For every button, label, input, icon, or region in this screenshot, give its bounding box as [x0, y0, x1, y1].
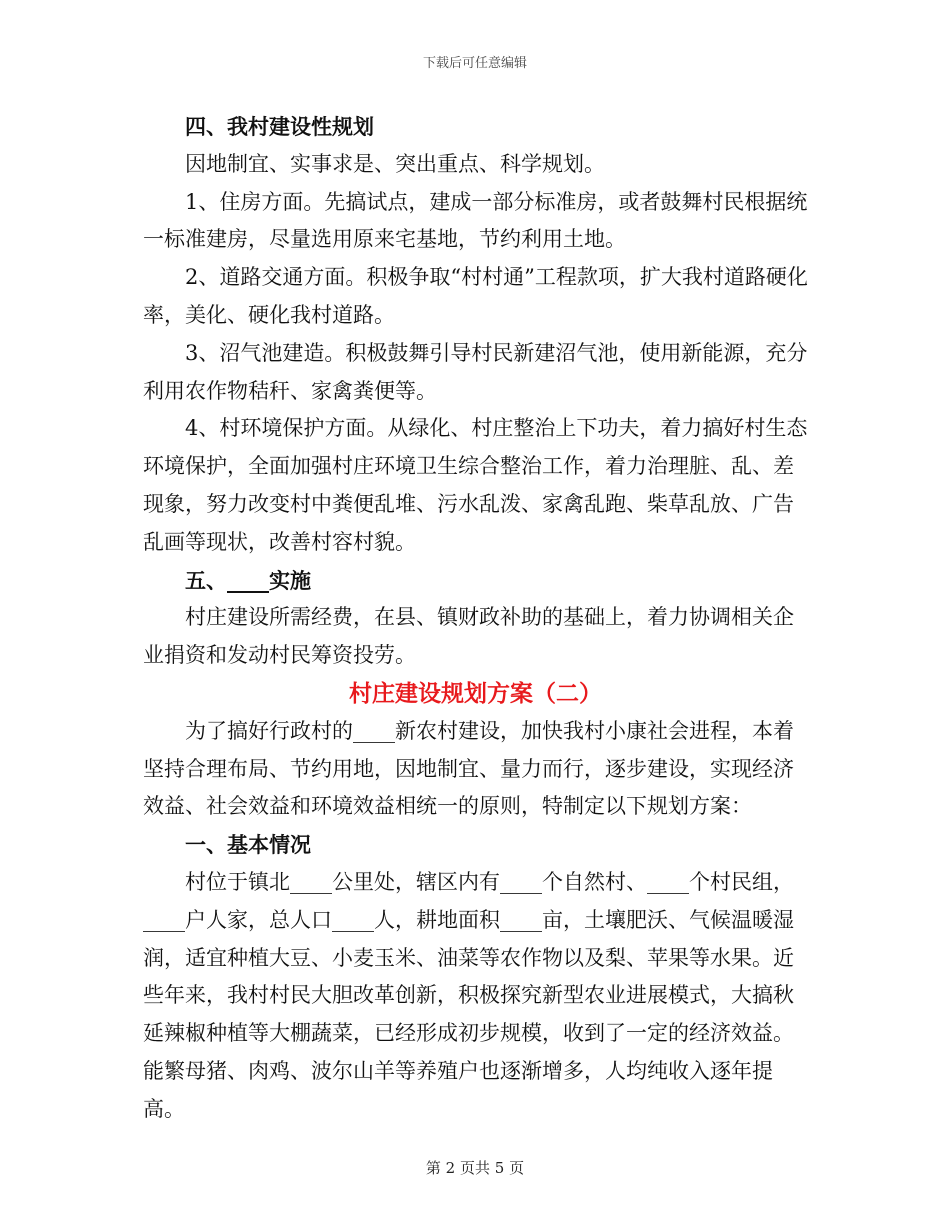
paragraph: 1、住房方面。先搞试点，建成一部分标准房，或者鼓舞村民根据统一标准建房，尽量选用原来宅基地，节约利用土地。 [143, 189, 808, 252]
paragraph: 2、道路交通方面。积极争取“村村通”工程款项，扩大我村道路硬化率，美化、硬化我村道路。 [143, 265, 808, 327]
page-header: 下载后可任意编辑 [422, 56, 527, 71]
section-heading: 五、____实施 [185, 567, 311, 593]
document-body [143, 108, 808, 1129]
section-heading: 四、我村建设性规划 [185, 114, 374, 139]
paragraph: 4、村环境保护方面。从绿化、村庄整治上下功夫，着力搞好村生态环境保护，全面加强村庄环境卫生综合整治工作，着力治理脏、乱、差现象，努力改变村中粪便乱堆、污水乱泼、家禽乱跑、柴草乱放、广告乱画等现状，改善村容村貌。 [143, 416, 808, 554]
paragraph: 为了搞好行政村的____新农村建设，加快我村小康社会进程，本着坚持合理布局、节约用地，因地制宜、量力而行，逐步建设，实现经济效益、社会效益和环境效益相统一的原则，特制定以下规划方案： [143, 718, 794, 819]
section-heading: 一、基本情况 [185, 832, 311, 858]
paragraph: 3、沼气池建造。积极鼓舞引导村民新建沼气池，使用新能源，充分利用农作物秸秆、家禽粪便等。 [143, 340, 808, 403]
page-footer: 第 2 页共 5 页 [425, 1159, 525, 1177]
document-title: 村庄建设规划方案（二） [349, 679, 602, 707]
paragraph: 村位于镇北____公里处，辖区内有____个自然村、____个村民组，____户人家，总人口____人，耕地面积____亩，土壤肥沃、气候温暖湿润，适宜种植大豆、小麦玉米、油菜等农作物以及梨、苹果等水果。近些年来，我村村民大胆改革创新，积极探究新型农业进展模式，大搞秋延辣椒种植等大棚蔬菜，已经形成初步规模，收到了一定的经济效益。能繁母猪、肉鸡、波尔山羊等养殖户也逐渐增多，人均纯收入逐年提高。 [143, 869, 794, 1121]
paragraph: 村庄建设所需经费，在县、镇财政补助的基础上，着力协调相关企业捐资和发动村民筹资投劳。 [143, 605, 794, 668]
paragraph: 因地制宜、实事求是、突出重点、科学规划。 [185, 151, 605, 176]
